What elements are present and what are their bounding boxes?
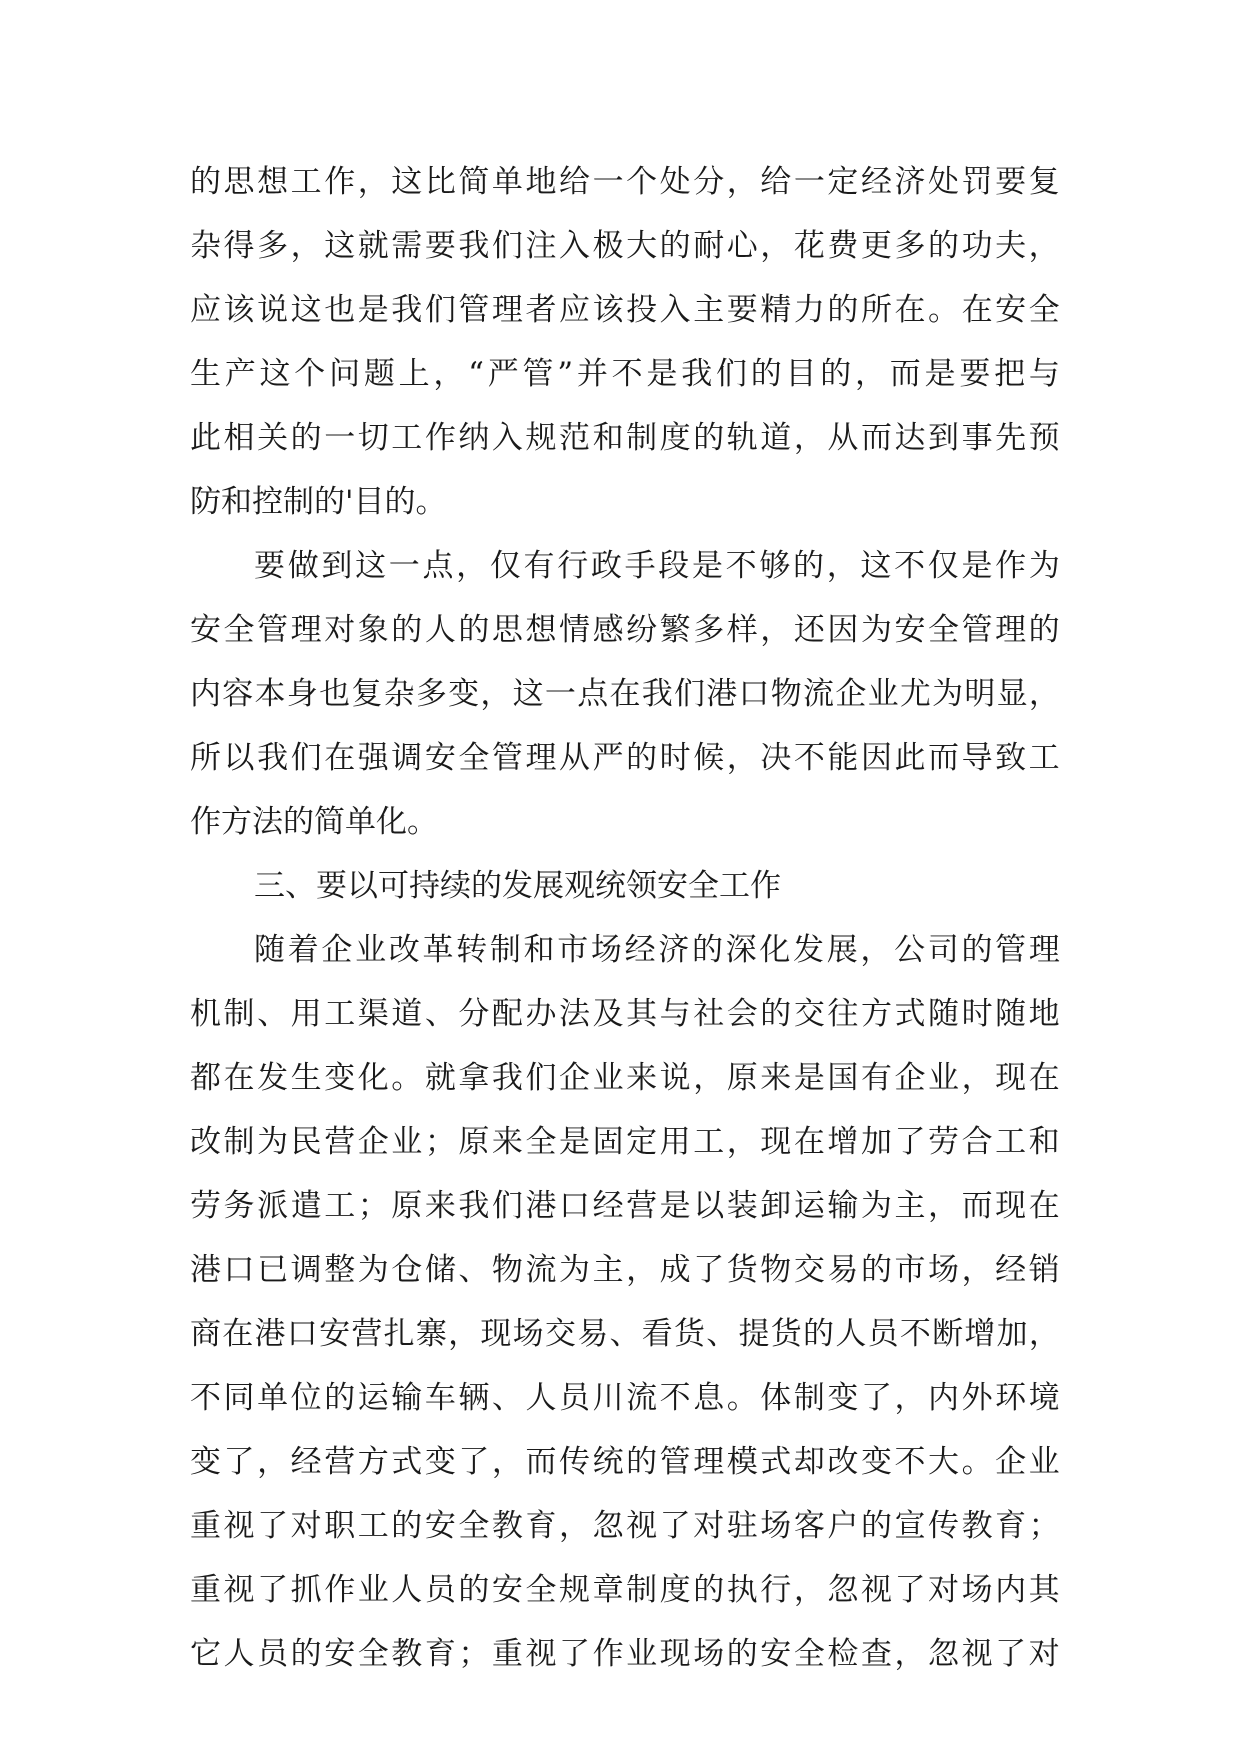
text-line: 不 同 单 位 的 运 输 车 辆 、 人 员 川 流 不 息 。 体 制 变 了 ， 内 外 环 境 [190, 1380, 1060, 1416]
text-line: 的 思 想 工 作 ， 这 比 简 单 地 给 一 个 处 分 ， 给 一 定 经 济 处 罚 要 复 [190, 164, 1060, 200]
text-line: 重 视 了 对 职 工 的 安 全 教 育 ， 忽 视 了 对 驻 场 客 户 的 宣 传 教 育 ； [190, 1508, 1060, 1544]
text-line: 三、要以可持续的发展观统领安全工作 [254, 868, 781, 904]
text-line: 应 该 说 这 也 是 我 们 管 理 者 应 该 投 入 主 要 精 力 的 所 在 。 在 安 全 [190, 292, 1060, 328]
text-line: 作方法的简单化。 [190, 804, 438, 840]
text-line: 随 着 企 业 改 革 转 制 和 市 场 经 济 的 深 化 发 展 ， 公 司 的 管 理 [254, 932, 1060, 968]
text-line: 机 制 、 用 工 渠 道 、 分 配 办 法 及 其 与 社 会 的 交 往 方 式 随 时 随 地 [190, 996, 1060, 1032]
text-line: 防和控制的'目的。 [190, 484, 447, 520]
text-line: 所 以 我 们 在 强 调 安 全 管 理 从 严 的 时 候 ， 决 不 能 因 此 而 导 致 工 [190, 740, 1060, 776]
text-line: 要 做 到 这 一 点 ， 仅 有 行 政 手 段 是 不 够 的 ， 这 不 仅 是 作 为 [254, 548, 1060, 584]
text-line: 杂 得 多 ， 这 就 需 要 我 们 注 入 极 大 的 耐 心 ， 花 费 更 多 的 功 夫 ， [190, 228, 1060, 264]
text-line: 内 容 本 身 也 复 杂 多 变 ， 这 一 点 在 我 们 港 口 物 流 企 业 尤 为 明 显 ， [190, 676, 1060, 712]
text-line: 重 视 了 抓 作 业 人 员 的 安 全 规 章 制 度 的 执 行 ， 忽 视 了 对 场 内 其 [190, 1572, 1060, 1608]
text-line: 生 产 这 个 问 题 上 ， “ 严 管 ” 并 不 是 我 们 的 目 的 ， 而 是 要 把 与 [190, 356, 1060, 392]
text-line: 此 相 关 的 一 切 工 作 纳 入 规 范 和 制 度 的 轨 道 ， 从 而 达 到 事 先 预 [190, 420, 1060, 456]
text-line: 商 在 港 口 安 营 扎 寨 ， 现 场 交 易 、 看 货 、 提 货 的 人 员 不 断 增 加 ， [190, 1316, 1060, 1352]
text-line: 改 制 为 民 营 企 业 ； 原 来 全 是 固 定 用 工 ， 现 在 增 加 了 劳 合 工 和 [190, 1124, 1060, 1160]
text-line: 都 在 发 生 变 化 。 就 拿 我 们 企 业 来 说 ， 原 来 是 国 有 企 业 ， 现 在 [190, 1060, 1060, 1096]
text-line: 劳 务 派 遣 工 ； 原 来 我 们 港 口 经 营 是 以 装 卸 运 输 为 主 ， 而 现 在 [190, 1188, 1060, 1224]
text-line: 港 口 已 调 整 为 仓 储 、 物 流 为 主 ， 成 了 货 物 交 易 的 市 场 ， 经 销 [190, 1252, 1060, 1288]
text-line: 安 全 管 理 对 象 的 人 的 思 想 情 感 纷 繁 多 样 ， 还 因 为 安 全 管 理 的 [190, 612, 1060, 648]
body-text [190, 150, 1060, 1686]
text-line: 变 了 ， 经 营 方 式 变 了 ， 而 传 统 的 管 理 模 式 却 改 变 不 大 。 企 业 [190, 1444, 1060, 1480]
text-line: 它 人 员 的 安 全 教 育 ； 重 视 了 作 业 现 场 的 安 全 检 查 ， 忽 视 了 对 [190, 1636, 1060, 1672]
